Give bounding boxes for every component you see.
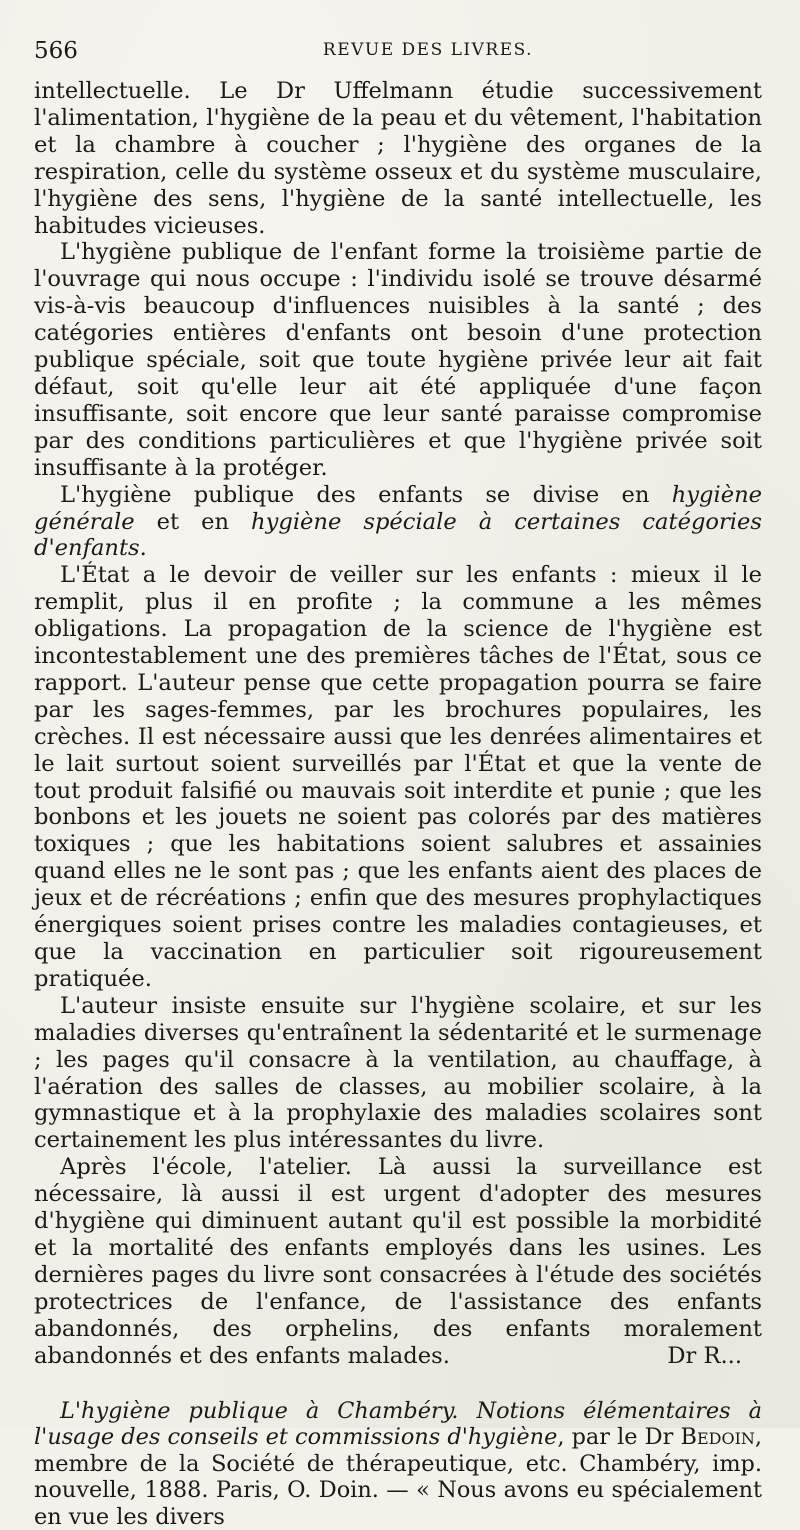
book-review-entry	[34, 1398, 762, 1530]
paragraph-3-mid: et en	[135, 509, 251, 535]
body-text	[34, 78, 762, 1370]
paragraph-1: intellectuelle. Le Dr Uffelmann étudie successivement l'alimentation, l'hygiène de la peau et du vêtement, l'habitation et la chambre à coucher ; l'hygiène des organes de la respiration, celle du système osseux et du système musculaire, l'hygiène des sens, l'hygiène de la santé intellectuelle, les habitudes vicieuses.	[34, 78, 762, 239]
review-author: Bedoin	[680, 1424, 754, 1450]
emphasis-special-hygiene: hygiène spéciale à certaines catégories d'enfants	[34, 509, 762, 562]
paragraph-5: L'auteur insiste ensuite sur l'hygiène scolaire, et sur les maladies diverses qu'entraînent la sédentarité et le surmenage ; les pages qu'il consacre à la ventilation, au chauffage, à l'aération des salles de classes, au mobilier scolaire, à la gymnastique et à la prophylaxie des maladies scolaires sont certainement les plus intéressantes du livre.	[34, 993, 762, 1154]
paragraph-3-tail: .	[140, 535, 147, 561]
signature: Dr R...	[641, 1343, 742, 1370]
emphasis-general-hygiene: hygiène générale	[34, 482, 762, 535]
review-by: , par le Dr	[557, 1424, 680, 1450]
page-number: 566	[34, 38, 78, 64]
paragraph-2: L'hygiène publique de l'enfant forme la troisième partie de l'ouvrage qui nous occupe : l'individu isolé se trouve désarmé vis-à-vis beaucoup d'influences nuisibles à la santé ; des catégories entières d'enfants ont besoin d'une protection publique spéciale, soit que toute hygiène privée leur ait fait défaut, soit qu'elle leur ait été appliquée d'une façon insuffisante, soit encore que leur santé paraisse compromise par des conditions particulières et que l'hygiène privée soit insuffisante à la protéger.	[34, 239, 762, 481]
paragraph-4: L'État a le devoir de veiller sur les enfants : mieux il le remplit, plus il en profite ; la commune a les mêmes obligations. La propagation de la science de l'hygiène est incontestablement une des premières tâches de l'État, sous ce rapport. L'auteur pense que cette propagation pourra se faire par les sages-femmes, par les brochures populaires, les crèches. Il est nécessaire aussi que les denrées alimentaires et le lait surtout soient surveillés par l'État et que la vente de tout produit falsifié ou mauvais soit interdite et punie ; que les bonbons et les jouets ne soient pas colorés par des matières toxiques ; que les habitations soient salubres et assainies quand elles ne le sont pas ; que les enfants aient des places de jeux et de récréations ; enfin que des mesures prophylactiques énergiques soient prises contre les maladies contagieuses, et que la vaccination en particulier soit rigoureusement pratiquée.	[34, 562, 762, 993]
running-title: REVUE DES LIVRES.	[34, 40, 762, 60]
paragraph-3-lead: L'hygiène publique des enfants se divise en	[60, 482, 672, 508]
review-rest: , membre de la Société de thérapeutique, etc. Chambéry, imp. nouvelle, 1888. Paris, O. Doin. — « Nous avons eu spécialement en vue les divers	[34, 1424, 762, 1530]
paragraph-6-text: Après l'école, l'atelier. Là aussi la surveillance est nécessaire, là aussi il est urgent d'adopter des mesures d'hygiène qui diminuent autant qu'il est possible la morbidité et la mortalité des enfants employés dans les usines. Les dernières pages du livre sont consacrées à l'étude des sociétés protectrices de l'enfance, de l'assistance des enfants abandonnés, des orphelins, des enfants moralement abandonnés et des enfants malades.	[34, 1154, 762, 1368]
paragraph-3	[34, 482, 762, 563]
paragraph-6	[34, 1154, 762, 1369]
review-book-title: L'hygiène publique à Chambéry. Notions élémentaires à l'usage des conseils et commissions d'hygiène	[34, 1398, 762, 1451]
review-paragraph	[34, 1398, 762, 1530]
page-header	[34, 38, 762, 78]
